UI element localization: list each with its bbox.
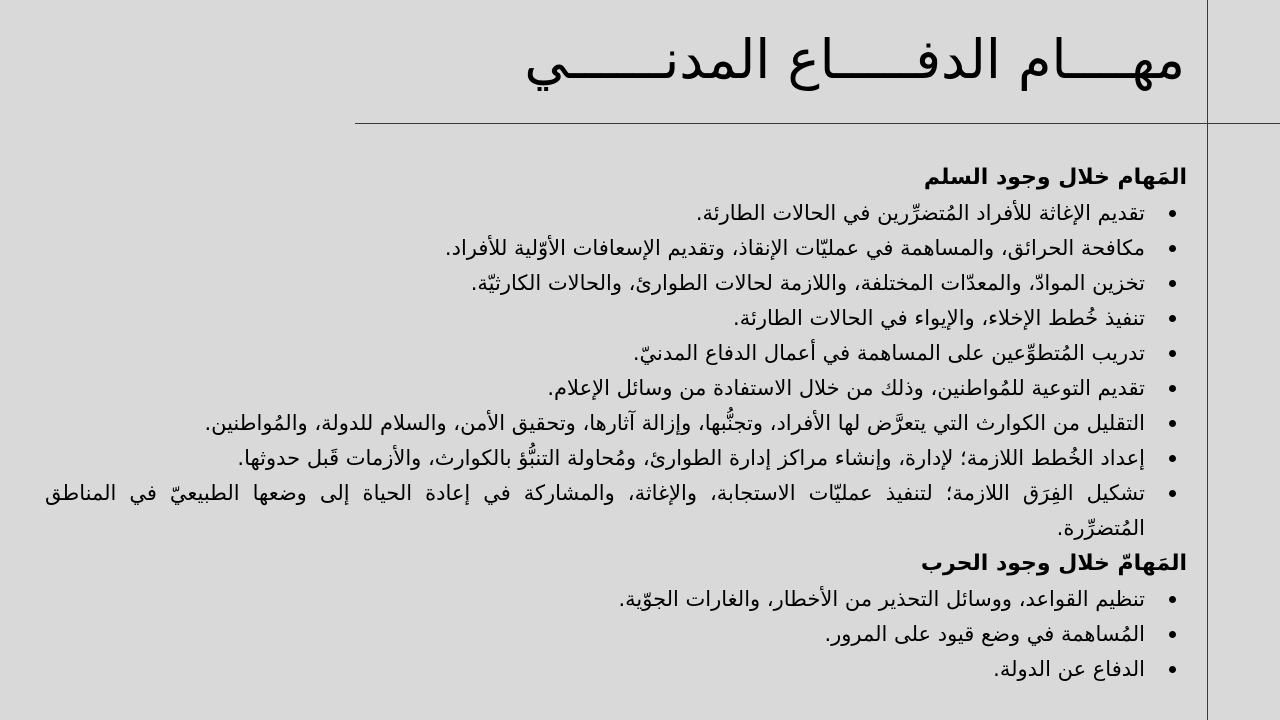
list-item: التقليل من الكوارث التي يتعرَّض لها الأفراد، وتجنُّبها، وإزالة آثارها، وتحقيق الأمن، والسلام للدولة، والمُواطنين. <box>45 406 1187 441</box>
section-heading-war: المَهامّ خلال وجود الحرب <box>920 551 1187 576</box>
list-item: تخزين الموادّ، والمعدّات المختلفة، واللازمة لحالات الطوارئ، والحالات الكارثيّة. <box>45 266 1187 301</box>
horizontal-divider <box>355 123 1280 124</box>
list-item: إعداد الخُطط اللازمة؛ لإدارة، وإنشاء مراكز إدارة الطوارئ، ومُحاولة التنبُّؤ بالكوارث، والأزمات قَبل حدوثها. <box>45 441 1187 476</box>
list-item: الدفاع عن الدولة. <box>45 652 1187 687</box>
list-item: تنظيم القواعد، ووسائل التحذير من الأخطار، والغارات الجوّية. <box>45 582 1187 617</box>
war-duties-list <box>45 582 1187 687</box>
list-item: تقديم الإغاثة للأفراد المُتضرِّرين في الحالات الطارئة. <box>45 196 1187 231</box>
list-item: مكافحة الحرائق، والمساهمة في عمليّات الإنقاذ، وتقديم الإسعافات الأوّلية للأفراد. <box>45 231 1187 266</box>
section-heading-peace: المَهام خلال وجود السلم <box>923 165 1187 190</box>
list-item: تقديم التوعية للمُواطنين، وذلك من خلال الاستفادة من وسائل الإعلام. <box>45 371 1187 406</box>
slide-content <box>45 160 1187 687</box>
list-item: تشكيل الفِرَق اللازمة؛ لتنفيذ عمليّات الاستجابة، والإغاثة، والمشاركة في إعادة الحياة إلى وضعها الطبيعيّ في المناطق المُتضرِّرة. <box>45 476 1187 546</box>
slide-title: مهــــام الدفـــــاع المدنــــــي <box>524 28 1185 91</box>
list-item: المُساهمة في وضع قيود على المرور. <box>45 617 1187 652</box>
vertical-divider <box>1207 0 1208 720</box>
list-item: تنفيذ خُطط الإخلاء، والإيواء في الحالات الطارئة. <box>45 301 1187 336</box>
peace-duties-list <box>45 196 1187 546</box>
list-item: تدريب المُتطوِّعين على المساهمة في أعمال الدفاع المدنيّ. <box>45 336 1187 371</box>
